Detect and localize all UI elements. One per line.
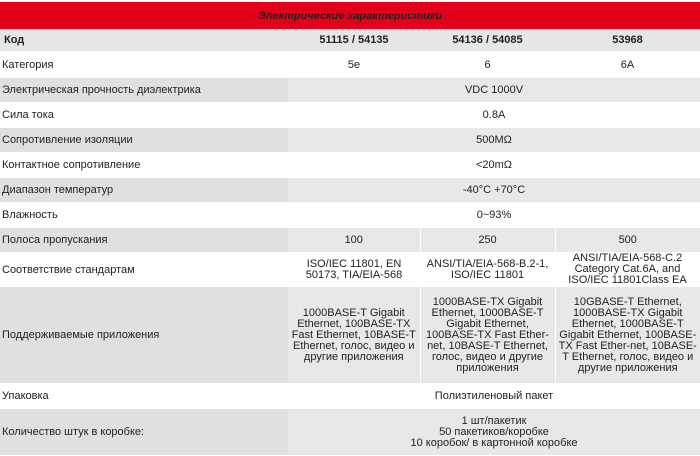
row-current <box>0 103 700 128</box>
cell-col-1: ISO/IEC 11801, EN 50173, TIA/EIA-568 <box>288 253 420 287</box>
row-contact <box>0 153 700 178</box>
row-label: Количество штук в коробке: <box>0 409 288 456</box>
cell-col-2: ANSI/TIA/EIA-568-B.2-1, ISO/IEC 11801 <box>420 253 555 287</box>
cell-col-3: 500 <box>555 228 700 253</box>
row-label: Диапазон температур <box>0 178 288 203</box>
row-humidity <box>0 203 700 228</box>
row-bandwidth <box>0 228 700 253</box>
quantity-line-1: 1 шт/пакетик <box>461 414 527 427</box>
row-label: Сопротивление изоляции <box>0 128 288 153</box>
row-dielectric <box>0 78 700 103</box>
table-title-row <box>0 2 700 29</box>
cell-col-1: 1000BASE-T Gigabit Ethernet, 100BASE-TX Fast Ethernet, 10BASE-T Ethernet, голос, видео и другие приложения <box>288 287 420 384</box>
header-col-2: 54136 / 54085 <box>420 29 555 52</box>
table-title: Электрические характеристики <box>0 2 700 29</box>
row-category <box>0 52 700 78</box>
electrical-specs-table <box>0 2 700 456</box>
cell-value: -40°C +70°C <box>288 178 700 203</box>
cell-value: VDC 1000V <box>288 78 700 103</box>
header-col-1: 51115 / 54135 <box>288 29 420 52</box>
row-standards <box>0 253 700 287</box>
row-applications <box>0 287 700 384</box>
table-header-row <box>0 29 700 52</box>
row-label: Соответствие стандартам <box>0 253 288 287</box>
header-col-3: 53968 <box>555 29 700 52</box>
row-label: Сила тока <box>0 103 288 128</box>
row-label: Контактное сопротивление <box>0 153 288 178</box>
header-code-label: Код <box>0 29 288 52</box>
row-label: Поддерживаемые приложения <box>0 287 288 384</box>
row-label: Влажность <box>0 203 288 228</box>
cell-value: 0~93% <box>288 203 700 228</box>
cell-col-3: 6A <box>555 52 700 78</box>
cell-value: Полиэтиленовый пакет <box>288 384 700 409</box>
row-temperature <box>0 178 700 203</box>
cell-value: 0.8A <box>288 103 700 128</box>
cell-col-1: 5e <box>288 52 420 78</box>
quantity-line-2: 50 пакетиков/коробке <box>439 425 549 438</box>
cell-col-2: 6 <box>420 52 555 78</box>
cell-col-1: 100 <box>288 228 420 253</box>
row-label: Электрическая прочность диэлектрика <box>0 78 288 103</box>
cell-col-3: 10GBASE-T Ethernet, 1000BASE-TX Gigabit Ethernet, 1000BASE-T Gigabit Ethernet, 100BASE-TX Fast Ether-net, 10BASE-T Ethernet, голос, видео и другие приложения <box>555 287 700 384</box>
row-insulation <box>0 128 700 153</box>
quantity-line-3: 10 коробок/ в картонной коробке <box>410 436 578 449</box>
cell-value: 500MΩ <box>288 128 700 153</box>
row-label: Упаковка <box>0 384 288 409</box>
cell-col-2: 250 <box>420 228 555 253</box>
cell-col-2: 1000BASE-TX Gigabit Ethernet, 1000BASE-T Gigabit Ethernet, 100BASE-TX Fast Ether-net, 10BASE-T Ethernet, голос, видео и другие приложения <box>420 287 555 384</box>
row-quantity <box>0 409 700 456</box>
cell-col-3: ANSI/TIA/EIA-568-C.2 Category Cat.6A, and ISO/IEC 11801Class EA <box>555 253 700 287</box>
cell-value: <20mΩ <box>288 153 700 178</box>
cell-value <box>288 409 700 456</box>
row-label: Категория <box>0 52 288 78</box>
row-label: Полоса пропускания <box>0 228 288 253</box>
row-packaging <box>0 384 700 409</box>
